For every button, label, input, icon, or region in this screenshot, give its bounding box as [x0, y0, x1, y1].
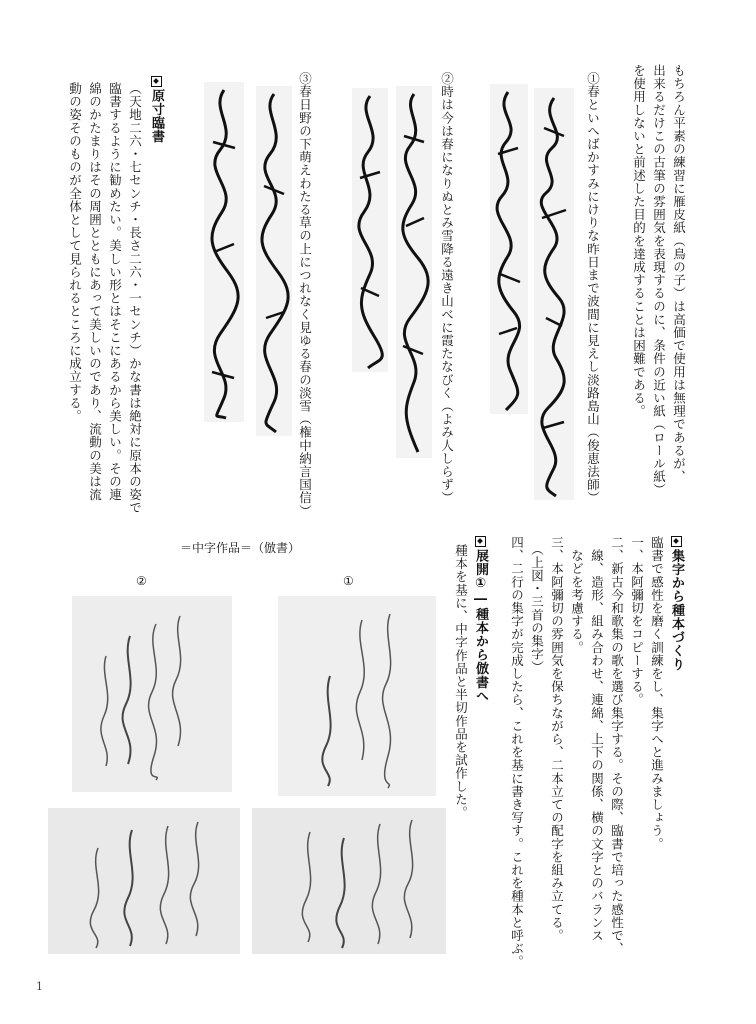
gensun-line-4: 動の姿そのものが全体として見られるところに成立する。: [67, 82, 83, 423]
shuji-line-2: 一、本阿彌切をコピーする。: [629, 536, 645, 707]
shuji-line-7: （上図・三首の集字）: [529, 536, 545, 674]
poem-1-text: 春といへばかすみにけりな昨日まで波間に見えし淡路島山（俊恵法師）: [585, 85, 601, 505]
shuji-line-8: 四、二行の集字が完成したら、これを基に書き写す。これを種本と呼ぶ。: [509, 536, 525, 969]
shuji-bullet-icon: [671, 536, 682, 547]
works-caption: ＝中字作品＝（倣書）: [180, 541, 301, 555]
shuji-heading-text: 集字から種本づくり: [669, 549, 684, 672]
poem-3-number: ③: [297, 72, 313, 86]
poem-1: [586, 72, 599, 504]
intro-line-1: もちろん平素の練習に雁皮紙（鳥の子）は高価で使用は無理であるが、: [671, 64, 687, 484]
shuji-line-4: 線、造形、組み合わせ、連綿、上下の関係、横の文字とのバランス: [589, 536, 605, 943]
tenkai-bullet-icon: [475, 536, 486, 547]
poem-2: [440, 72, 453, 504]
shuji-line-1: 臨書で感性を磨く訓練をし、集字へと進みましょう。: [649, 536, 665, 851]
work-photo-2-hansetsu: [48, 808, 240, 954]
tenkai-heading-text: 展開①―種本から倣書へ: [473, 549, 488, 703]
work-label-1: ①: [343, 574, 354, 588]
calligraphy-strip-2a: [396, 86, 432, 458]
calligraphy-strip-2b: [352, 88, 388, 372]
shuji-line-5: などを考慮する。: [569, 536, 585, 654]
shuji-heading: [670, 536, 683, 671]
calligraphy-strip-3a: [256, 86, 292, 436]
intro-line-2: 出来るだけこの古筆の雰囲気を表現するのに、条件の近い紙（ロール紙）: [651, 64, 667, 497]
poem-3: [298, 72, 311, 517]
shuji-line-6: 三、本阿彌切の雰囲気を保ちながら、二本立ての配字を組み立てる。: [549, 536, 565, 943]
intro-line-3: を使用しないと前述した目的を達成することは困難である。: [631, 64, 647, 418]
gensun-heading-text: 原寸臨書: [149, 89, 164, 144]
poem-2-number: ②: [439, 72, 455, 86]
page-number: 1: [36, 980, 43, 993]
gensun-line-1: （天地二六・七センチ・長さ二六・一センチ）かな書は絶対に原本の姿で: [127, 82, 143, 515]
poem-2-text: 時は今は春になりぬとみ雪降る遠き山べに霞たなびく（よみ人しらず）: [439, 85, 455, 505]
work-label-2: ②: [136, 574, 147, 588]
gensun-bullet-icon: [151, 76, 162, 87]
calligraphy-strip-3b: [204, 82, 244, 422]
calligraphy-strip-1a: [534, 88, 574, 500]
gensun-line-2: 臨書するように勧めたい。美しい形とはそこにあるから美しい。その連: [107, 82, 123, 502]
tenkai-heading: [474, 536, 487, 703]
work-photo-1-hansetsu: [252, 808, 446, 954]
work-photo-2-chuji: [72, 596, 232, 792]
tenkai-line-1: 種本を基に、中字作品と半切作品を試作した。: [453, 544, 469, 820]
poem-3-text: 春日野の下萌えわたる草の上につれなく見ゆる春の淡雪（権中納言国信）: [297, 85, 313, 518]
shuji-line-3: 二、新古今和歌集の歌を選び集字する。その際、臨書で培った感性で、: [609, 536, 625, 956]
work-photo-1-chuji: [278, 596, 436, 796]
poem-1-number: ①: [585, 72, 601, 86]
calligraphy-strip-1b: [490, 84, 528, 414]
gensun-heading: [150, 76, 163, 143]
gensun-line-3: 綿のかたまりはその周囲とともにあって美しいのであり、流動の美は流: [87, 82, 103, 502]
